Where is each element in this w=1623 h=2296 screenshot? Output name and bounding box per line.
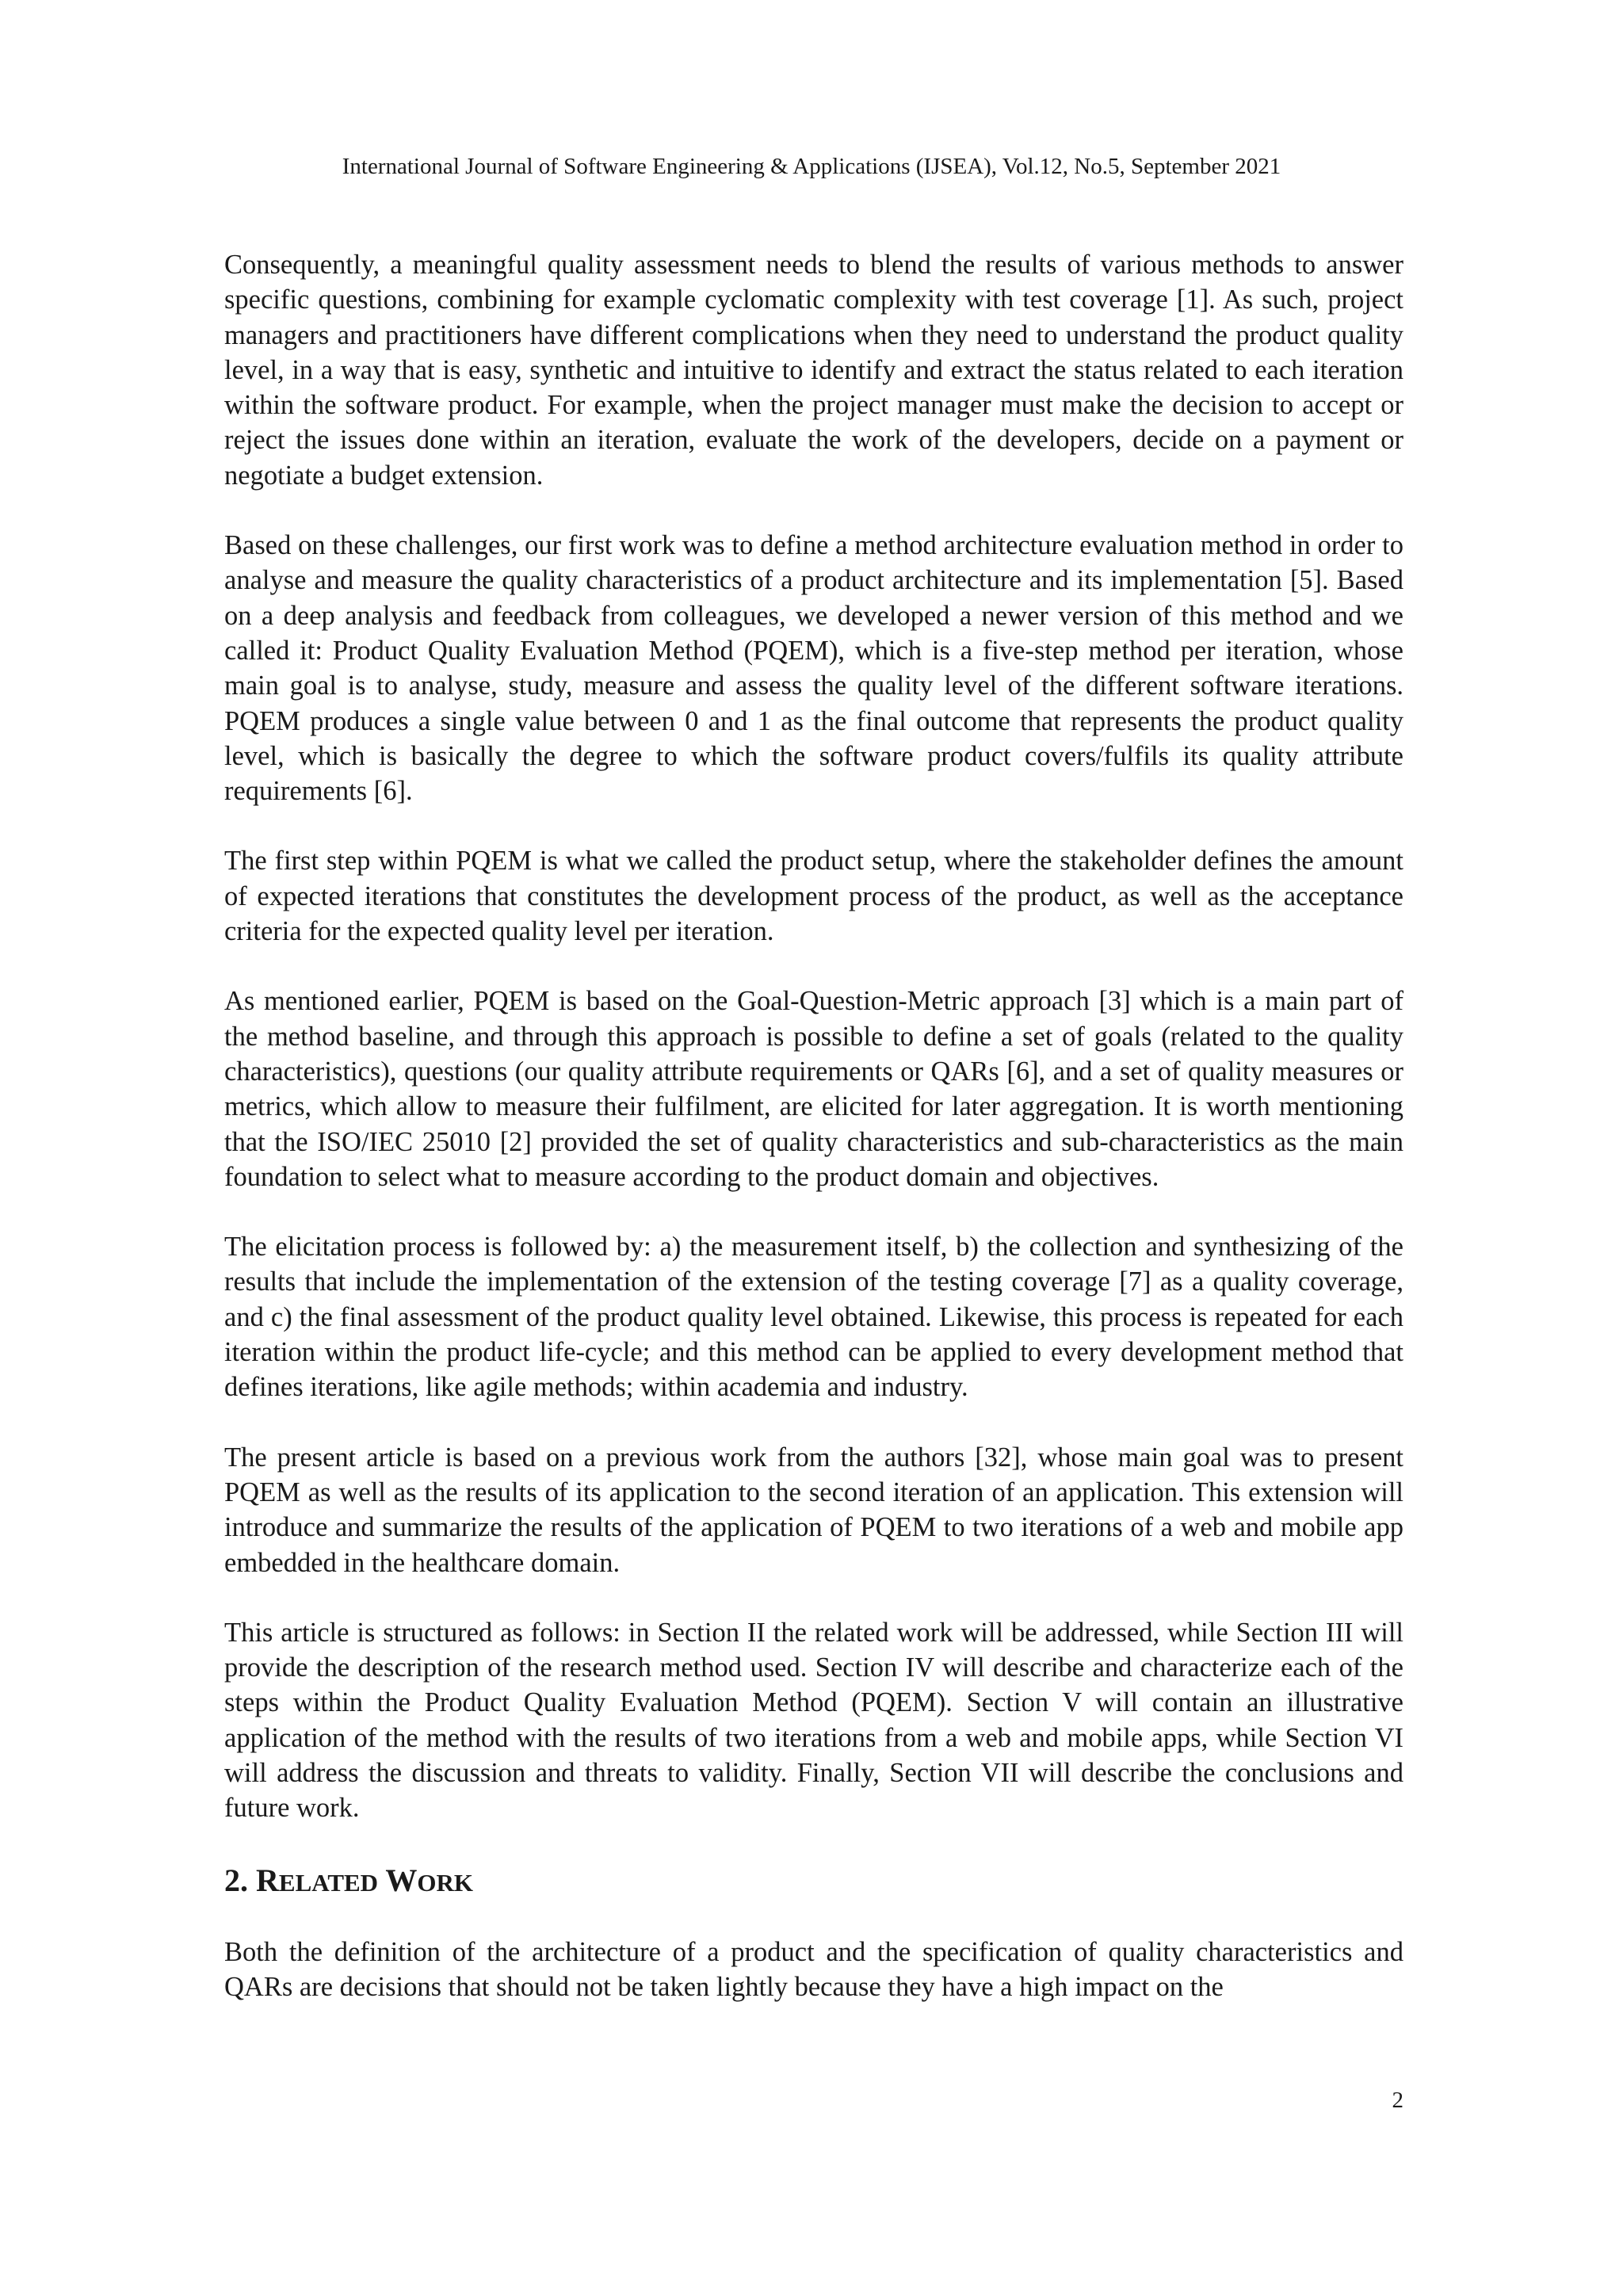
paragraph-7: This article is structured as follows: in Section II the related work will be addressed, while Section III will provide the description of the research method used. Section IV will describe and characterize each of the steps within the Product Quality Evaluation Method (PQEM). Section V will contain an illustrative application of the method with the results of two iterations from a web and mobile apps, while Section VI will address the discussion and threats to validity. Finally, Section VII will describe the conclusions and future work.	[224, 1617, 1403, 1824]
paragraph-5: The elicitation process is followed by: a) the measurement itself, b) the collection and synthesizing of the results that include the implementation of the extension of the testing coverage [7] as a quality coverage, and c) the final assessment of the product quality level obtained. Likewise, this process is repeated for each iteration within the product life-cycle; and this method can be applied to every development method that defines iterations, like agile methods; within academia and industry.	[224, 1232, 1403, 1403]
paragraph-related-work: Both the definition of the architecture of a product and the specification of quality characteristics and QARs are decisions that should not be taken lightly because they have a high impact on the	[224, 1936, 1403, 2002]
section-heading-related-work	[224, 1861, 1403, 1903]
section-number: 2.	[224, 1862, 248, 1898]
section-title-rest-1: ELATED	[278, 1868, 379, 1897]
section-title-initial-2: W	[385, 1862, 418, 1898]
section-title-initial-1: R	[256, 1862, 279, 1898]
running-header: International Journal of Software Engineering & Applications (IJSEA), Vol.12, No.5, September 2021	[342, 154, 1281, 179]
article-body	[224, 247, 1403, 2039]
page-number: 2	[1392, 2088, 1403, 2113]
paragraph-4: As mentioned earlier, PQEM is based on the Goal-Question-Metric approach [3] which is a main part of the method baseline, and through this approach is possible to define a set of goals (related to the quality characteristics), questions (our quality attribute requirements or QARs [6], and a set of quality measures or metrics, which allow to measure their fulfilment, are elicited for later aggregation. It is worth mentioning that the ISO/IEC 25010 [2] provided the set of quality characteristics and sub-characteristics as the main foundation to select what to measure according to the product domain and objectives.	[224, 986, 1403, 1192]
paragraph-1: Consequently, a meaningful quality assessment needs to blend the results of various methods to answer specific questions, combining for example cyclomatic complexity with test coverage [1]. As such, project managers and practitioners have different complications when they need to understand the product quality level, in a way that is easy, synthetic and intuitive to identify and extract the status related to each iteration within the software product. For example, when the project manager must make the decision to accept or reject the issues done within an iteration, evaluate the work of the developers, decide on a payment or negotiate a budget extension.	[224, 250, 1403, 491]
section-title-rest-2: ORK	[417, 1868, 473, 1897]
paragraph-6: The present article is based on a previous work from the authors [32], whose main goal was to present PQEM as well as the results of its application to the second iteration of an application. This extension will introduce and summarize the results of the application of PQEM to two iterations of a web and mobile app embedded in the healthcare domain.	[224, 1442, 1403, 1578]
paragraph-3: The first step within PQEM is what we called the product setup, where the stakeholder defines the amount of expected iterations that constitutes the development process of the product, as well as the acceptance criteria for the expected quality level per iteration.	[224, 846, 1403, 947]
paragraph-2: Based on these challenges, our first work was to define a method architecture evaluation method in order to analyse and measure the quality characteristics of a product architecture and its implementation [5]. Based on a deep analysis and feedback from colleagues, we developed a newer version of this method and we called it: Product Quality Evaluation Method (PQEM), which is a five-step method per iteration, whose main goal is to analyse, study, measure and assess the quality level of the different software iterations. PQEM produces a single value between 0 and 1 as the final outcome that represents the product quality level, which is basically the degree to which the software product covers/fulfils its quality attribute requirements [6].	[224, 530, 1403, 807]
